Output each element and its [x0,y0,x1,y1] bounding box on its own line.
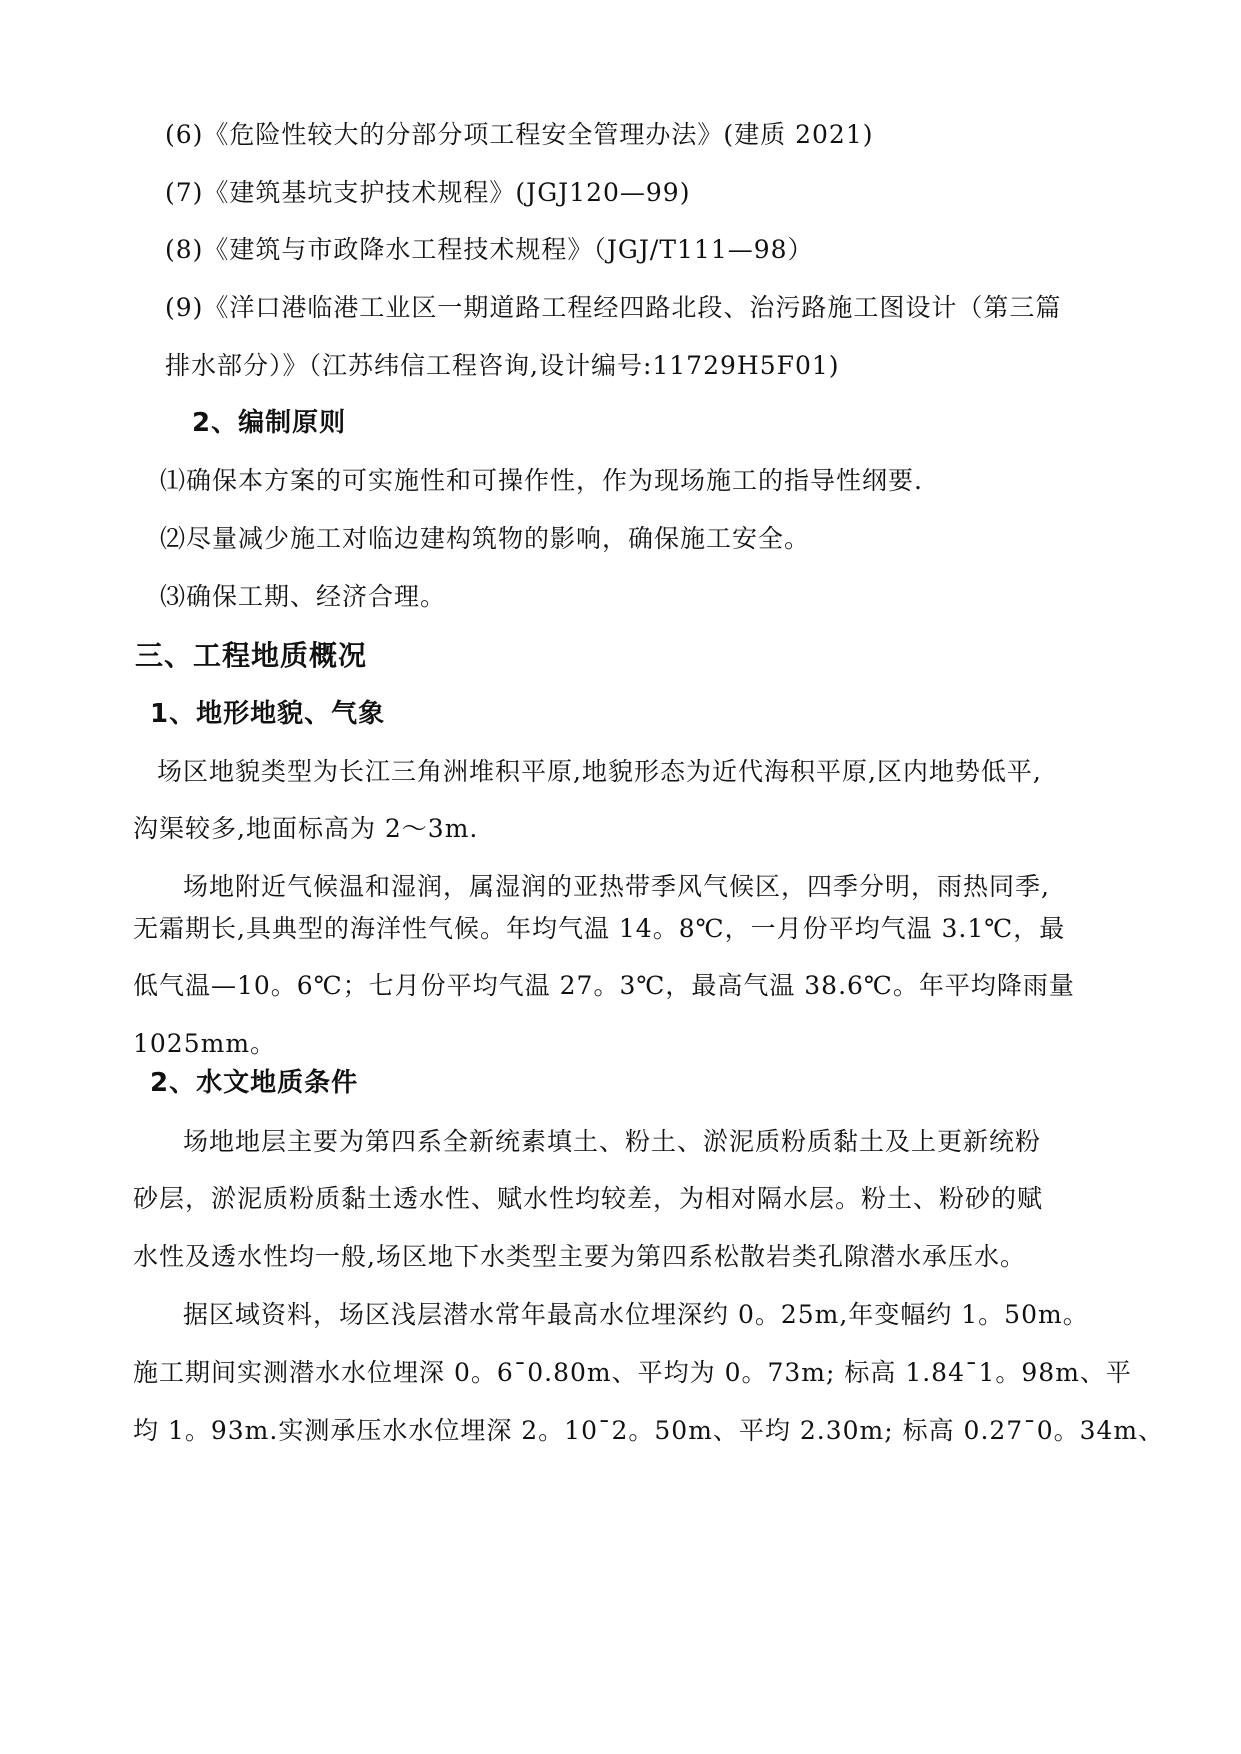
reference-item-9-line2: 排水部分）》（江苏纬信工程咨询,设计编号:11729H5F01) [165,351,840,380]
hydrogeology-paragraph-line: 砂层，淤泥质粉质黏土透水性、赋水性均较差，为相对隔水层。粉土、粉砂的赋 [133,1184,1044,1213]
terrain-climate-heading: 1、地形地貌、气象 [150,699,386,729]
climate-paragraph-line: 低气温—10。6℃；七月份平均气温 27。3℃，最高气温 38.6℃。年平均降雨量 [133,971,1075,1000]
hydrogeology-heading: 2、水文地质条件 [150,1068,359,1098]
reference-item-7: (7)《建筑基坑支护技术规程》(JGJ120—99) [165,178,691,207]
water-level-paragraph-line: 均 1。93m.实测承压水水位埋深 2。10¯2。50m、平均 2.30m; 标高 0.27¯0。34m、 [133,1416,1165,1445]
climate-paragraph-line: 无霜期长,具典型的海洋性气候。年均气温 14。8℃，一月份平均气温 3.1℃，最 [133,914,1066,943]
principle-item-3: ⑶确保工期、经济合理。 [160,582,447,611]
section-heading: 三、工程地质概况 [135,639,368,672]
climate-paragraph-line: 场地附近气候温和湿润，属湿润的亚热带季风气候区，四季分明，雨热同季, [183,872,1050,901]
hydrogeology-paragraph-line: 水性及透水性均一般,场区地下水类型主要为第四系松散岩类孔隙潜水承压水。 [133,1242,1026,1271]
terrain-paragraph-line: 沟渠较多,地面标高为 2～3m. [133,814,479,843]
reference-item-6: (6)《危险性较大的分部分项工程安全管理办法》(建质 2021) [165,120,874,149]
climate-paragraph-line: 1025mm。 [133,1029,277,1058]
principles-heading: 2、编制原则 [192,408,347,438]
water-level-paragraph-line: 施工期间实测潜水水位埋深 0。6¯0.80m、平均为 0。73m; 标高 1.84¯1。98m、平 [133,1358,1132,1387]
terrain-paragraph-line: 场区地貌类型为长江三角洲堆积平原,地貌形态为近代海积平原,区内地势低平, [157,757,1042,786]
reference-item-9-line1: (9)《洋口港临港工业区一期道路工程经四路北段、治污路施工图设计（第三篇 [165,293,1062,322]
reference-item-8: (8)《建筑与市政降水工程技术规程》（JGJ/T111—98） [165,235,814,264]
principle-item-2: ⑵尽量减少施工对临边建构筑物的影响，确保施工安全。 [160,524,811,553]
principle-item-1: ⑴确保本方案的可实施性和可操作性，作为现场施工的指导性纲要. [160,466,923,495]
water-level-paragraph-line: 据区域资料，场区浅层潜水常年最高水位埋深约 0。25m,年变幅约 1。50m。 [183,1300,1089,1329]
hydrogeology-paragraph-line: 场地地层主要为第四系全新统素填土、粉土、淤泥质粉质黏土及上更新统粉 [183,1127,1042,1156]
